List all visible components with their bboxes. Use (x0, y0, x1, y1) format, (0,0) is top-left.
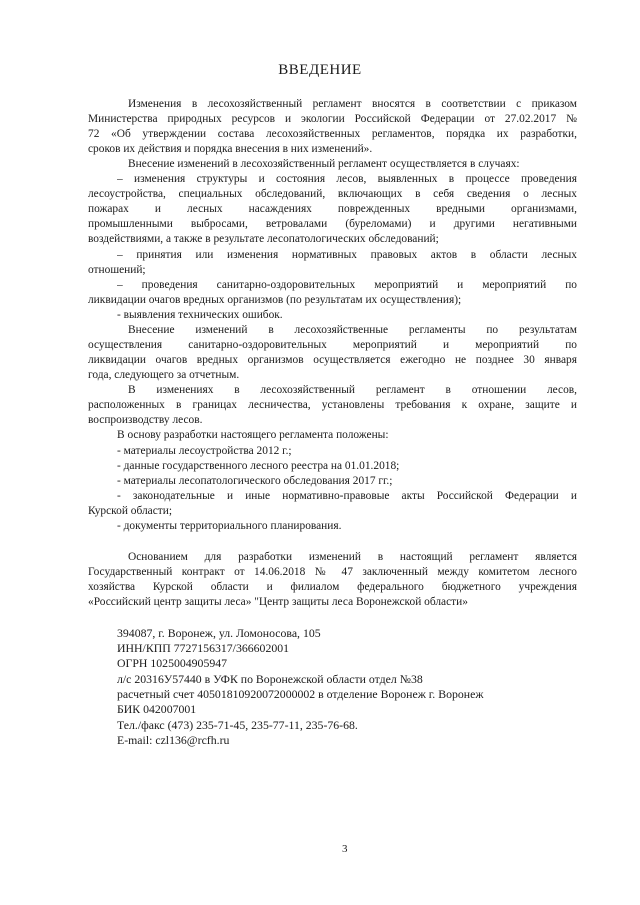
phone-line: Тел./факс (473) 235-71-45, 235-77-11, 235-76-68. (117, 718, 358, 732)
list-item: - законодательные и иные нормативно-правовые акты Российской Федерации и (117, 490, 577, 502)
text-line: ликвидации очагов вредных организмов (по результатам их осуществления); (88, 294, 462, 306)
text-line: пожарах и лесных насаждениях поврежденных вредными организмами, (88, 203, 577, 215)
text-line: Курской области; (88, 505, 173, 517)
ogrn-line: ОГРН 1025004905947 (117, 656, 228, 670)
text-line: Изменения в лесохозяйственный регламент вносятся в соответствии с приказом (128, 98, 577, 110)
text-line: осуществления санитарно-оздоровительных мероприятий и мероприятий по (88, 339, 577, 351)
text-line: сроков их действия и порядка внесения в них изменений». (88, 143, 373, 155)
text-line: года, следующего за отчетным. (88, 369, 240, 381)
text-line: расположенных в границах лесничества, установлены требования к охране, защите и (88, 399, 577, 411)
tax-id-line: ИНН/КПП 7727156317/366602001 (117, 641, 290, 655)
text-line: ликвидации очагов вредных организмов осуществляется ежегодно не позднее 30 января (88, 354, 577, 366)
bik-line: БИК 042007001 (117, 702, 197, 716)
text-line: В изменениях в лесохозяйственный регламент в отношении лесов, (128, 384, 577, 396)
text-line: воспроизводству лесов. (88, 414, 203, 426)
list-item: - материалы лесоустройства 2012 г.; (117, 445, 292, 457)
text-line: – принятия или изменения нормативных правовых актов в области лесных (117, 249, 577, 261)
account-line: л/с 20316У57440 в УФК по Воронежской области отдел №38 (117, 672, 423, 686)
text-line: воздействиями, а также в результате лесопатологических обследований; (88, 233, 439, 245)
page-number: 3 (342, 843, 348, 855)
text-line: Министерства природных ресурсов и экологии Российской Федерации от 27.02.2017 № (88, 113, 577, 125)
text-line: Внесение изменений в лесохозяйственные регламенты по результатам (128, 324, 577, 336)
text-line: – проведения санитарно-оздоровительных мероприятий и мероприятий по (117, 279, 577, 291)
text-line: – изменения структуры и состояния лесов, выявленных в процессе проведения (117, 173, 577, 185)
text-line: 72 «Об утверждении состава лесохозяйственных регламентов, порядка их разработки, (88, 128, 577, 140)
email-line: E-mail: czl136@rcfh.ru (117, 733, 230, 747)
page-title: ВВЕДЕНИЕ (278, 62, 362, 78)
text-line: отношений; (88, 264, 146, 276)
list-item: - материалы лесопатологического обследования 2017 гг.; (117, 475, 393, 487)
text-line: промышленными выбросами, ветровалами (буреломами) и другими негативными (88, 218, 577, 230)
text-line: - выявления технических ошибок. (117, 309, 283, 321)
bank-account-line: расчетный счет 40501810920072000002 в отделение Воронеж г. Воронеж (117, 687, 484, 701)
list-item: - документы территориального планирования. (117, 520, 342, 532)
address-line: 394087, г. Воронеж, ул. Ломоносова, 105 (117, 626, 321, 640)
text-line: Внесение изменений в лесохозяйственный регламент осуществляется в случаях: (128, 158, 520, 170)
text-line: Основанием для разработки изменений в настоящий регламент является (128, 551, 577, 563)
text-line: «Российский центр защиты леса» "Центр защиты леса Воронежской области» (88, 596, 468, 608)
text-line: Государственный контракт от 14.06.2018 № 47 заключенный между комитетом лесного (88, 566, 577, 578)
list-item: - данные государственного лесного реестра на 01.01.2018; (117, 460, 400, 472)
text-line: хозяйства Курской области и филиалом федерального бюджетного учреждения (88, 581, 577, 593)
text-line: лесоустройства, специальных обследований, включающих в себя сведения о лесных (88, 188, 577, 200)
text-line: В основу разработки настоящего регламента положены: (117, 429, 389, 441)
